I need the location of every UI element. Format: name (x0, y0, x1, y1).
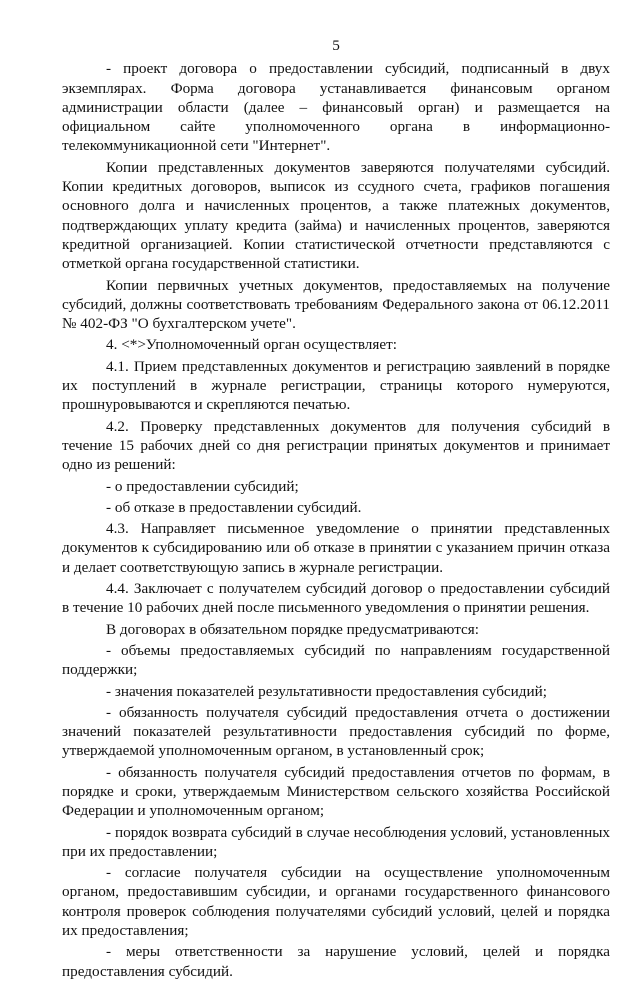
list-item-reports-forms: - обязанность получателя субсидий предоставления отчетов по формам, в порядке и сроки, утверждаемым Министерством сельского хозяйства Российской Федерации и уполномоченным органом; (62, 763, 610, 820)
paragraph-primary-documents: Копии первичных учетных документов, предоставляемых на получение субсидий, должны соответствовать требованиям Федерального закона от 06.12.2011 № 402-ФЗ "О бухгалтерском учете". (62, 276, 610, 333)
list-item-grant: - о предоставлении субсидий; (106, 477, 299, 495)
paragraph-4-4: 4.4. Заключает с получателем субсидий договор о предоставлении субсидий в течение 10 рабочих дней после письменного уведомления о принятии решения. (62, 580, 610, 617)
list-item-indicators: - значения показателей результативности предоставления субсидий; (106, 682, 547, 700)
page-number: 5 (332, 37, 340, 54)
body-text (62, 59, 610, 981)
paragraph-contract-draft: - проект договора о предоставлении субсидий, подписанный в двух экземплярах. Форма договора устанавливается финансовым органом администрации области (далее – финансовый орган) и размещается на официальном сайте уполномоченного органа в информационно-телекоммуникационной сети "Интернет". (62, 60, 610, 155)
paragraph-document-copies: Копии представленных документов заверяются получателями субсидий. Копии кредитных договоров, выписок из ссудного счета, графиков погашения основного долга и начисленных процентов, а также платежных документов, подтверждающих уплату кредита (займа) и начисленных процентов, заверяются кредитной организацией. Копии статистической отчетности представляются с отметкой органа государственной статистики. (62, 158, 610, 273)
list-item-refusal: - об отказе в предоставлении субсидий. (106, 498, 362, 516)
list-item-volumes: - объемы предоставляемых субсидий по направлениям государственной поддержки; (62, 641, 610, 679)
paragraph-4-2: 4.2. Проверку представленных документов для получения субсидий в течение 15 рабочих дней со дня регистрации принятых документов и принимает одно из решений: (62, 417, 610, 474)
list-item-liability: - меры ответственности за нарушение условий, целей и порядка предоставления субсидий. (62, 943, 610, 980)
paragraph-section-4: 4. <*>Уполномоченный орган осуществляет: (106, 336, 397, 354)
paragraph-4-1: 4.1. Прием представленных документов и регистрацию заявлений в порядке их поступлений в журнале регистрации, страницы которого нумеруются, прошнуровываются и скрепляются печатью. (62, 357, 610, 414)
list-item-return-procedure: - порядок возврата субсидий в случае несоблюдения условий, установленных при их предоставлении; (62, 823, 610, 860)
list-item-consent-audit: - согласие получателя субсидии на осуществление уполномоченным органом, предоставившим субсидии, и органами государственного финансового контроля проверок соблюдения получателями субсидий условий, целей и порядка их предоставления; (62, 864, 610, 940)
paragraph-4-3: 4.3. Направляет письменное уведомление о принятии представленных документов к субсидированию или об отказе в принятии с указанием причин отказа и делает соответствующую запись в журнале регистрации. (62, 520, 610, 576)
paragraph-contract-terms: В договорах в обязательном порядке предусматриваются: (106, 620, 479, 638)
list-item-report-obligation: - обязанность получателя субсидий предоставления отчета о достижении значений показателей результативности предоставления субсидий по форме, утверждаемой уполномоченным органом, в установленный срок; (62, 703, 610, 760)
